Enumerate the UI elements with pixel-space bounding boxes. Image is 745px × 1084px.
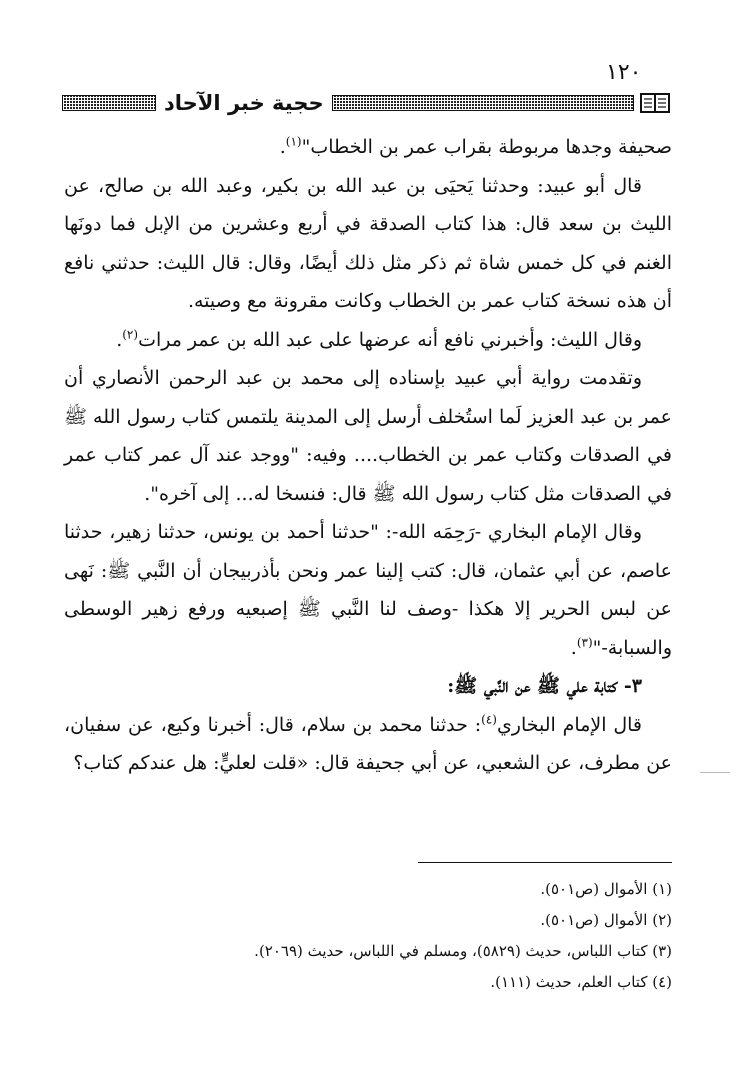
footnote-3: (٣) كتاب اللباس، حديث (٥٨٢٩)، ومسلم في اللباس، حديث (٢٠٦٩). xyxy=(254,942,672,960)
footnote-divider xyxy=(418,862,672,863)
paragraph-4: وتقدمت رواية أبي عبيد بإسناده إلى محمد بن عبد الرحمن الأنصاري أن عمر بن عبد العزيز لَما استُخلف أرسل إلى المدينة يلتمس كتاب رسول الله ﷺ في الصدقات وكتاب عمر بن الخطاب.... وفيه: "ووجد عند آل عمر كتاب عمر في الصدقات مثل كتاب رسول الله ﷺ قال: فنسخا له... إلى آخره". xyxy=(64,367,672,505)
paragraph-tail: . xyxy=(570,636,577,659)
paragraph-6 xyxy=(64,706,672,783)
footnote-1: (١) الأموال (ص٥٠١). xyxy=(540,880,672,898)
paragraph-1 xyxy=(64,128,672,167)
footnote-ref: (١) xyxy=(285,134,302,149)
footnote-4: (٤) كتاب العلم، حديث (١١١). xyxy=(490,973,672,991)
open-book-icon xyxy=(640,92,670,114)
paragraph-lead: قال الإمام البخاري xyxy=(496,713,642,736)
margin-scan-mark xyxy=(700,772,730,773)
footnote-ref: (٢) xyxy=(122,327,139,342)
header-title: حجية خبر الآحاد xyxy=(164,91,324,115)
paragraph-text: وقال الليث: وأخبرني نافع أنه عرضها على عبد الله بن عمر مرات xyxy=(138,328,642,351)
header-ornament-bar xyxy=(332,95,634,111)
paragraph-text: وقال الإمام البخاري -رَحِمَه الله-: "حدثنا أحمد بن يونس، حدثنا زهير، حدثنا عاصم، عن أبي عثمان، قال: كتب إلينا عمر ونحن بأذربيجان أن النَّبي ﷺ: نَهى عن لبس الحرير إلا هكذا -وصف لنا النَّبي ﷺ إصبعيه ورفع زهير الوسطى والسبابة-" xyxy=(64,521,672,659)
paragraph-text: صحيفة وجدها مربوطة بقراب عمر بن الخطاب" xyxy=(301,136,672,158)
paragraph-tail: . xyxy=(279,136,286,158)
footnote-2: (٢) الأموال (ص٥٠١). xyxy=(540,911,672,929)
section-heading: ٣- كتابة علي ﷺ عن النَّبي ﷺ: xyxy=(447,675,642,697)
paragraph-tail: . xyxy=(116,328,123,351)
header-ornament-bar-end xyxy=(62,95,156,111)
paragraph-2: قال أبو عبيد: وحدثنا يَحيَى بن عبد الله بن بكير، وعبد الله بن صالح، عن الليث بن سعد قال: هذا كتاب الصدقة في أربع وعشرين من الإبل فما دونَها الغنم في كل خمس شاة ثم ذكر مثل ذلك أيضًا، وقال: قال الليث: حدثني نافع أن هذه نسخة كتاب عمر بن الخطاب وكانت مقرونة مع وصيته. xyxy=(64,174,672,312)
paragraph-text: : حدثنا محمد بن سلام، قال: أخبرنا وكيع، عن سفيان، عن مطرف، عن الشعبي، عن أبي جحيفة قال: «قلت لعليٍّ: هل عندكم كتاب؟ xyxy=(64,713,672,774)
footnotes xyxy=(64,874,672,998)
page-number: ١٢٠ xyxy=(606,60,642,85)
paragraph-3 xyxy=(64,321,672,360)
body-text xyxy=(64,128,672,783)
running-header xyxy=(62,90,670,116)
footnote-ref: (٣) xyxy=(576,635,593,650)
paragraph-5 xyxy=(64,513,672,667)
footnote-ref: (٤) xyxy=(481,712,497,727)
